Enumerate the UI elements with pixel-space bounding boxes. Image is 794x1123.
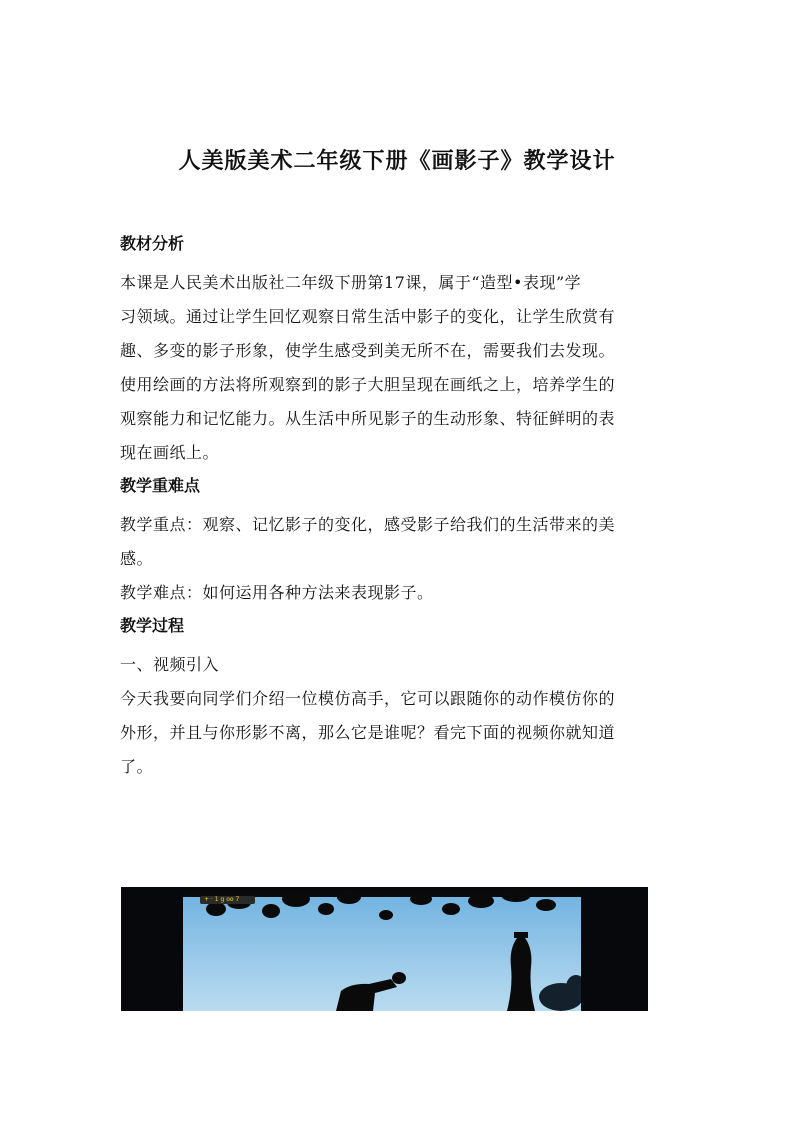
section-heading-analysis: 教材分析 [120, 234, 185, 253]
page-title: 人美版美术二年级下册《画影子》教学设计 [178, 148, 616, 174]
analysis-line: 本课是人民美术出版社二年级下册第17课，属于“造型•表现”学 [120, 273, 582, 292]
section-heading-keypoints: 教学重难点 [120, 476, 201, 495]
analysis-line: 趣、多变的影子形象，使学生感受到美无所不在，需要我们去发现。 [120, 341, 616, 360]
section-heading-process: 教学过程 [120, 616, 185, 635]
analysis-line: 现在画纸上。 [120, 443, 220, 462]
step-title: 一、视频引入 [120, 655, 220, 674]
video-timestamp-badge: + · 1 g oo 7 [200, 896, 255, 904]
analysis-line: 习领域。通过让学生回忆观察日常生活中影子的变化，让学生欣赏有 [120, 307, 616, 326]
analysis-line: 观察能力和记忆能力。从生活中所见影子的生动形象、特征鲜明的表 [120, 409, 616, 428]
video-still-image [121, 887, 648, 1011]
document-body [120, 228, 680, 784]
step-line: 了。 [120, 757, 154, 776]
keypoints-line: 教学难点：如何运用各种方法来表现影子。 [120, 583, 434, 602]
shadow-play-scene [121, 887, 648, 1011]
analysis-line: 使用绘画的方法将所观察到的影子大胆呈现在画纸之上，培养学生的 [120, 375, 616, 394]
step-line: 今天我要向同学们介绍一位模仿高手，它可以跟随你的动作模仿你的 [120, 689, 616, 708]
step-line: 外形，并且与你形影不离，那么它是谁呢？看完下面的视频你就知道 [120, 723, 616, 742]
keypoints-line: 教学重点：观察、记忆影子的变化，感受影子给我们的生活带来的美 [120, 515, 616, 534]
keypoints-line: 感。 [120, 549, 154, 568]
